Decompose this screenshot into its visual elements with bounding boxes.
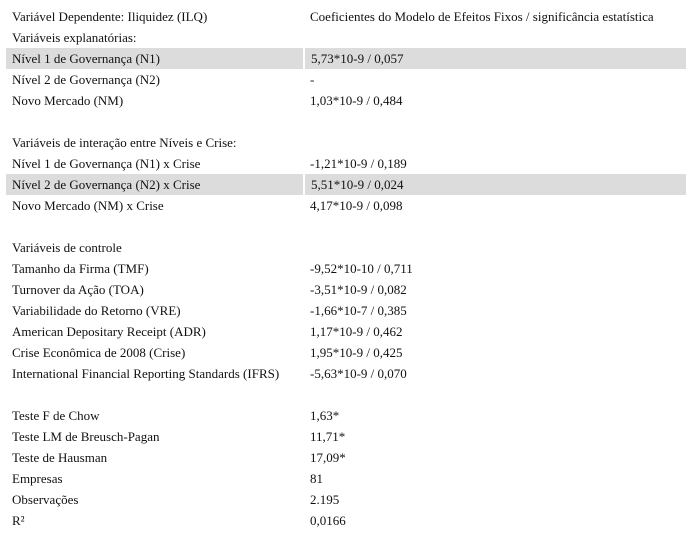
table-row: [6, 426, 686, 447]
coefficient-value: 1,95*10-9 / 0,425: [310, 345, 403, 360]
coefficient-value: [304, 132, 686, 153]
variable-label: Tamanho da Firma (TMF): [12, 261, 149, 276]
coefficient-value: 1,17*10-9 / 0,462: [310, 324, 403, 339]
table-row: [6, 342, 686, 363]
table-row: [6, 48, 686, 69]
coefficient-value: 4,17*10-9 / 0,098: [310, 198, 403, 213]
coefficient-value: [304, 237, 686, 258]
coefficient-value: 1,03*10-9 / 0,484: [310, 93, 403, 108]
coefficient-value: [304, 216, 686, 237]
coefficient-value: -1,66*10-7 / 0,385: [310, 303, 407, 318]
variable-label: Variabilidade do Retorno (VRE): [12, 303, 181, 318]
variable-label: Variáveis explanatórias:: [12, 30, 137, 45]
spacer-row: [6, 384, 686, 405]
results-table: [6, 6, 686, 531]
table-row: [6, 468, 686, 489]
variable-label: Empresas: [12, 471, 63, 486]
coefficient-value: [304, 27, 686, 48]
variable-label: Nível 2 de Governança (N2) x Crise: [6, 174, 304, 195]
header-row: [6, 6, 686, 27]
table-row: [6, 363, 686, 384]
spacer-row: [6, 111, 686, 132]
coefficient-value: [304, 384, 686, 405]
coefficient-value: -: [310, 72, 315, 87]
coefficient-value: -9,52*10-10 / 0,711: [310, 261, 413, 276]
variable-label: [6, 111, 304, 132]
table-row: [6, 27, 686, 48]
table-row: [6, 132, 686, 153]
coefficients-column-header: Coeficientes do Modelo de Efeitos Fixos / significância estatística: [310, 9, 654, 24]
table-row: [6, 174, 686, 195]
variable-label: Variáveis de interação entre Níveis e Crise:: [12, 135, 237, 150]
variable-label: Crise Econômica de 2008 (Crise): [12, 345, 186, 360]
table-row: [6, 237, 686, 258]
coefficient-value: 1,63*: [310, 408, 340, 423]
coefficient-value: 2.195: [310, 492, 340, 507]
table-body: [6, 6, 686, 531]
table-row: [6, 510, 686, 531]
table-row: [6, 447, 686, 468]
coefficient-value: -3,51*10-9 / 0,082: [310, 282, 407, 297]
variable-label: Teste LM de Breusch-Pagan: [12, 429, 160, 444]
variable-label: Novo Mercado (NM): [12, 93, 124, 108]
variable-label: Nível 1 de Governança (N1): [6, 48, 304, 69]
variable-label: Observações: [12, 492, 79, 507]
variable-label: R²: [12, 513, 25, 528]
table-row: [6, 279, 686, 300]
coefficient-value: 17,09*: [310, 450, 346, 465]
table-row: [6, 153, 686, 174]
table-row: [6, 90, 686, 111]
table-row: [6, 69, 686, 90]
table-row: [6, 300, 686, 321]
spacer-row: [6, 216, 686, 237]
table-row: [6, 195, 686, 216]
variable-label: Novo Mercado (NM) x Crise: [12, 198, 164, 213]
coefficient-value: 0,0166: [310, 513, 346, 528]
coefficient-value: 5,73*10-9 / 0,057: [304, 48, 686, 69]
coefficient-value: 5,51*10-9 / 0,024: [304, 174, 686, 195]
coefficient-value: 11,71*: [310, 429, 346, 444]
coefficient-value: 81: [310, 471, 323, 486]
table-row: [6, 405, 686, 426]
coefficient-value: -1,21*10-9 / 0,189: [310, 156, 407, 171]
dependent-variable-label: Variável Dependente: Iliquidez (ILQ): [12, 9, 208, 24]
table-row: [6, 321, 686, 342]
variable-label: Nível 2 de Governança (N2): [12, 72, 160, 87]
variable-label: Teste F de Chow: [12, 408, 100, 423]
coefficient-value: [304, 111, 686, 132]
variable-label: Teste de Hausman: [12, 450, 108, 465]
table-row: [6, 489, 686, 510]
variable-label: International Financial Reporting Standards (IFRS): [12, 366, 280, 381]
variable-label: [6, 216, 304, 237]
coefficient-value: -5,63*10-9 / 0,070: [310, 366, 407, 381]
variable-label: American Depositary Receipt (ADR): [12, 324, 206, 339]
variable-label: Turnover da Ação (TOA): [12, 282, 144, 297]
variable-label: Nível 1 de Governança (N1) x Crise: [12, 156, 201, 171]
table-row: [6, 258, 686, 279]
variable-label: [6, 384, 304, 405]
variable-label: Variáveis de controle: [12, 240, 122, 255]
